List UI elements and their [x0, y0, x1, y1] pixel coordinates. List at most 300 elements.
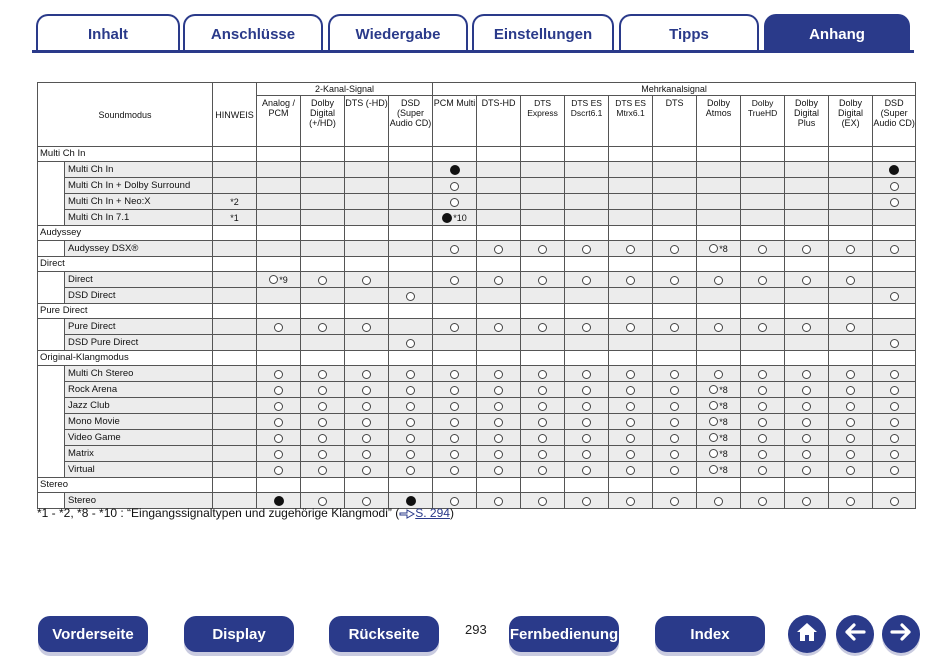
signal-cell [477, 178, 521, 194]
signal-cell [345, 194, 389, 210]
signal-cell [609, 398, 653, 414]
indent-cell [38, 319, 65, 351]
empty-cell [257, 226, 301, 241]
signal-cell [829, 414, 873, 430]
signal-cell [257, 241, 301, 257]
open-circle-icon [494, 245, 503, 254]
signal-cell [829, 382, 873, 398]
nav-index-button[interactable]: Index [655, 616, 765, 652]
signal-cell [741, 162, 785, 178]
signal-cell [829, 493, 873, 509]
signal-cell [829, 210, 873, 226]
arrow-right-icon [889, 622, 913, 647]
home-button[interactable] [788, 615, 826, 653]
tab-einstellungen[interactable]: Einstellungen [472, 14, 614, 52]
signal-cell [653, 194, 697, 210]
signal-cell [609, 288, 653, 304]
signal-cell [565, 210, 609, 226]
open-circle-icon [318, 466, 327, 475]
open-circle-icon [494, 276, 503, 285]
signal-cell [653, 210, 697, 226]
open-circle-icon [406, 402, 415, 411]
open-circle-icon [318, 434, 327, 443]
signal-cell [697, 241, 741, 257]
empty-cell [873, 478, 916, 493]
signal-cell [873, 272, 916, 288]
empty-cell [477, 478, 521, 493]
signal-cell [609, 493, 653, 509]
signal-cell [433, 335, 477, 351]
signal-cell [653, 382, 697, 398]
open-circle-icon [494, 323, 503, 332]
empty-cell [521, 478, 565, 493]
open-circle-icon [538, 497, 547, 506]
empty-cell [257, 478, 301, 493]
open-circle-icon [450, 434, 459, 443]
signal-cell [873, 178, 916, 194]
table-row [38, 398, 916, 414]
open-circle-icon [494, 402, 503, 411]
signal-cell [477, 272, 521, 288]
open-circle-icon [582, 370, 591, 379]
signal-cell [785, 194, 829, 210]
table-row [38, 241, 916, 257]
signal-cell [389, 462, 433, 478]
column-header: DTS (-HD) [345, 96, 389, 147]
signal-cell [741, 210, 785, 226]
open-circle-icon [318, 276, 327, 285]
empty-cell [213, 478, 257, 493]
empty-cell [741, 478, 785, 493]
open-circle-icon [274, 323, 283, 332]
open-circle-icon [318, 402, 327, 411]
signal-cell [697, 178, 741, 194]
signal-cell [477, 398, 521, 414]
signal-cell [301, 430, 345, 446]
signal-cell [521, 414, 565, 430]
open-circle-icon [890, 466, 899, 475]
nav-fernbedienung-button[interactable]: Fernbedienung [509, 616, 619, 652]
nav-vorderseite-button[interactable]: Vorderseite [38, 616, 148, 652]
empty-cell [609, 478, 653, 493]
empty-cell [829, 304, 873, 319]
open-circle-icon [582, 323, 591, 332]
open-circle-icon [670, 386, 679, 395]
signal-cell [389, 430, 433, 446]
signal-cell [301, 162, 345, 178]
open-circle-icon [494, 386, 503, 395]
open-circle-icon [670, 434, 679, 443]
open-circle-icon [802, 466, 811, 475]
signal-cell [477, 319, 521, 335]
signal-cell [301, 462, 345, 478]
soundmode-label: Rock Arena [65, 382, 213, 398]
signal-cell [345, 162, 389, 178]
empty-cell [213, 147, 257, 162]
tab-tipps[interactable]: Tipps [619, 14, 759, 52]
open-circle-icon [846, 466, 855, 475]
open-circle-icon [670, 450, 679, 459]
tab-anschluesse[interactable]: Anschlüsse [183, 14, 323, 52]
open-circle-icon [846, 276, 855, 285]
open-circle-icon [538, 370, 547, 379]
empty-cell [389, 351, 433, 366]
open-circle-icon [758, 245, 767, 254]
empty-cell [433, 226, 477, 241]
signal-cell [257, 462, 301, 478]
page-number: 293 [465, 622, 487, 637]
soundmode-label: Video Game [65, 430, 213, 446]
signal-cell [697, 430, 741, 446]
signal-cell [433, 241, 477, 257]
signal-cell [697, 194, 741, 210]
signal-cell [389, 446, 433, 462]
open-circle-icon [670, 402, 679, 411]
forward-button[interactable] [882, 615, 920, 653]
signal-cell [829, 319, 873, 335]
open-circle-icon [362, 276, 371, 285]
signal-cell [565, 414, 609, 430]
table-row [38, 319, 916, 335]
hint-cell [213, 366, 257, 382]
signal-cell [257, 430, 301, 446]
open-circle-icon [890, 245, 899, 254]
signal-cell [785, 398, 829, 414]
open-circle-icon [890, 182, 899, 191]
signal-cell [873, 446, 916, 462]
open-circle-icon [450, 466, 459, 475]
hint-cell: *2 [213, 194, 257, 210]
empty-cell [565, 478, 609, 493]
signal-cell [257, 398, 301, 414]
page-link[interactable]: S. 294 [415, 506, 450, 520]
open-circle-icon [582, 276, 591, 285]
signal-cell [653, 335, 697, 351]
empty-cell [565, 257, 609, 272]
signal-cell [257, 288, 301, 304]
open-circle-icon [450, 370, 459, 379]
signal-cell [433, 382, 477, 398]
empty-cell [785, 304, 829, 319]
footnote [37, 506, 454, 520]
signal-cell [565, 288, 609, 304]
open-circle-icon [406, 370, 415, 379]
open-circle-icon [362, 370, 371, 379]
signal-cell [609, 462, 653, 478]
table-row [38, 462, 916, 478]
signal-cell [829, 162, 873, 178]
empty-cell [433, 147, 477, 162]
open-circle-icon [846, 497, 855, 506]
table-row [38, 288, 916, 304]
signal-cell [653, 493, 697, 509]
signal-cell [697, 462, 741, 478]
nav-rueckseite-button[interactable]: Rückseite [329, 616, 439, 652]
signal-cell [477, 493, 521, 509]
signal-cell [697, 272, 741, 288]
soundmode-label: Mono Movie [65, 414, 213, 430]
soundmode-label: DSD Pure Direct [65, 335, 213, 351]
table-row [38, 335, 916, 351]
signal-cell [521, 319, 565, 335]
header-2ch-signal: 2-Kanal-Signal [257, 83, 433, 96]
soundmode-label: Virtual [65, 462, 213, 478]
open-circle-icon [274, 466, 283, 475]
column-header: DTS Express [521, 96, 565, 147]
empty-cell [829, 257, 873, 272]
empty-cell [521, 226, 565, 241]
signal-cell [785, 493, 829, 509]
footnote-ref: *8 [719, 400, 728, 411]
empty-cell [697, 257, 741, 272]
signal-cell [433, 194, 477, 210]
signal-cell [301, 414, 345, 430]
empty-cell [653, 478, 697, 493]
open-circle-icon [406, 386, 415, 395]
table-row [38, 446, 916, 462]
open-circle-icon [274, 402, 283, 411]
column-header: Dolby Digital (+/HD) [301, 96, 345, 147]
group-label: Pure Direct [38, 304, 213, 319]
signal-cell [565, 335, 609, 351]
signal-cell [521, 493, 565, 509]
open-circle-icon [450, 386, 459, 395]
empty-cell [477, 351, 521, 366]
signal-cell [873, 162, 916, 178]
open-circle-icon [758, 370, 767, 379]
tab-inhalt[interactable]: Inhalt [36, 14, 180, 52]
soundmode-label: Jazz Club [65, 398, 213, 414]
filled-circle-icon [450, 165, 460, 175]
hint-cell [213, 272, 257, 288]
footnote-ref: *8 [719, 384, 728, 395]
signal-cell [345, 462, 389, 478]
signal-cell [741, 430, 785, 446]
soundmode-label: Multi Ch In + Neo:X [65, 194, 213, 210]
empty-cell [477, 304, 521, 319]
table-row [38, 366, 916, 382]
group-row [38, 257, 916, 272]
header-hint: HINWEIS [213, 83, 257, 147]
soundmode-label: Multi Ch Stereo [65, 366, 213, 382]
open-circle-icon [450, 182, 459, 191]
signal-cell [829, 241, 873, 257]
signal-cell [301, 366, 345, 382]
open-circle-icon [406, 418, 415, 427]
signal-cell [741, 446, 785, 462]
signal-cell [521, 382, 565, 398]
soundmode-table [37, 82, 916, 509]
signal-cell [301, 398, 345, 414]
signal-cell [345, 335, 389, 351]
table-row [38, 382, 916, 398]
hint-cell [213, 414, 257, 430]
open-circle-icon [890, 292, 899, 301]
signal-cell [345, 288, 389, 304]
open-circle-icon [450, 497, 459, 506]
signal-cell [565, 272, 609, 288]
header-soundmode: Soundmodus [38, 83, 213, 147]
empty-cell [873, 257, 916, 272]
filled-circle-icon [406, 496, 416, 506]
open-circle-icon [670, 466, 679, 475]
filled-circle-icon [274, 496, 284, 506]
signal-cell [521, 398, 565, 414]
signal-cell [741, 335, 785, 351]
open-circle-icon [890, 450, 899, 459]
signal-cell [521, 462, 565, 478]
signal-cell [565, 462, 609, 478]
signal-cell [301, 446, 345, 462]
hint-cell [213, 288, 257, 304]
open-circle-icon [362, 323, 371, 332]
signal-cell [301, 335, 345, 351]
signal-cell [257, 210, 301, 226]
signal-cell [653, 430, 697, 446]
group-row [38, 351, 916, 366]
signal-cell [301, 241, 345, 257]
open-circle-icon [709, 433, 718, 442]
pointing-hand-icon [399, 508, 415, 519]
empty-cell [213, 351, 257, 366]
open-circle-icon [846, 418, 855, 427]
top-tab-bar [0, 0, 950, 56]
empty-cell [257, 147, 301, 162]
empty-cell [873, 351, 916, 366]
signal-cell [609, 335, 653, 351]
signal-cell [785, 288, 829, 304]
hint-cell [213, 241, 257, 257]
signal-cell [389, 398, 433, 414]
signal-cell [653, 462, 697, 478]
hint-cell [213, 178, 257, 194]
open-circle-icon [846, 386, 855, 395]
signal-cell [741, 398, 785, 414]
signal-cell [873, 288, 916, 304]
open-circle-icon [890, 434, 899, 443]
open-circle-icon [362, 402, 371, 411]
group-label: Multi Ch In [38, 147, 213, 162]
empty-cell [345, 226, 389, 241]
empty-cell [301, 257, 345, 272]
empty-cell [433, 257, 477, 272]
signal-cell [257, 382, 301, 398]
signal-cell [345, 210, 389, 226]
nav-display-button[interactable]: Display [184, 616, 294, 652]
tab-anhang[interactable]: Anhang [764, 14, 910, 52]
open-circle-icon [802, 370, 811, 379]
signal-cell [741, 462, 785, 478]
open-circle-icon [890, 339, 899, 348]
signal-cell [785, 178, 829, 194]
signal-cell [829, 366, 873, 382]
soundmode-label: Direct [65, 272, 213, 288]
signal-cell [785, 382, 829, 398]
signal-cell [257, 335, 301, 351]
empty-cell [873, 147, 916, 162]
empty-cell [433, 478, 477, 493]
signal-cell [653, 319, 697, 335]
signal-cell [785, 335, 829, 351]
signal-cell [301, 382, 345, 398]
open-circle-icon [758, 402, 767, 411]
open-circle-icon [269, 275, 278, 284]
signal-cell [257, 178, 301, 194]
open-circle-icon [626, 450, 635, 459]
signal-cell [345, 414, 389, 430]
signal-cell [301, 288, 345, 304]
open-circle-icon [890, 497, 899, 506]
signal-cell [389, 241, 433, 257]
footnote-ref: *8 [719, 448, 728, 459]
signal-cell [873, 493, 916, 509]
tab-wiedergabe[interactable]: Wiedergabe [328, 14, 468, 52]
empty-cell [653, 226, 697, 241]
filled-circle-icon [442, 213, 452, 223]
empty-cell [433, 351, 477, 366]
open-circle-icon [494, 450, 503, 459]
empty-cell [785, 257, 829, 272]
signal-cell [873, 241, 916, 257]
open-circle-icon [670, 323, 679, 332]
empty-cell [477, 147, 521, 162]
back-button[interactable] [836, 615, 874, 653]
signal-cell [565, 178, 609, 194]
signal-cell [609, 366, 653, 382]
signal-cell [873, 366, 916, 382]
hint-cell [213, 162, 257, 178]
empty-cell [257, 257, 301, 272]
empty-cell [829, 478, 873, 493]
signal-cell [741, 319, 785, 335]
signal-cell [697, 366, 741, 382]
column-header: PCM Multi [433, 96, 477, 147]
empty-cell [741, 257, 785, 272]
signal-cell [521, 335, 565, 351]
footnote-ref: *9 [279, 274, 288, 285]
signal-cell [609, 446, 653, 462]
group-row [38, 147, 916, 162]
signal-cell [697, 210, 741, 226]
open-circle-icon [709, 244, 718, 253]
signal-cell [697, 398, 741, 414]
signal-cell [389, 210, 433, 226]
open-circle-icon [714, 276, 723, 285]
open-circle-icon [626, 402, 635, 411]
empty-cell [345, 257, 389, 272]
empty-cell [609, 257, 653, 272]
signal-cell [873, 398, 916, 414]
signal-cell [389, 272, 433, 288]
table-row [38, 414, 916, 430]
table-row [38, 194, 916, 210]
filled-circle-icon [889, 165, 899, 175]
signal-cell [785, 272, 829, 288]
hint-cell: *1 [213, 210, 257, 226]
open-circle-icon [450, 402, 459, 411]
signal-cell [741, 366, 785, 382]
open-circle-icon [802, 386, 811, 395]
open-circle-icon [538, 245, 547, 254]
signal-cell [345, 241, 389, 257]
empty-cell [653, 257, 697, 272]
signal-cell [697, 414, 741, 430]
indent-cell [38, 272, 65, 304]
signal-cell [433, 446, 477, 462]
hint-cell [213, 430, 257, 446]
empty-cell [345, 478, 389, 493]
indent-cell [38, 241, 65, 257]
